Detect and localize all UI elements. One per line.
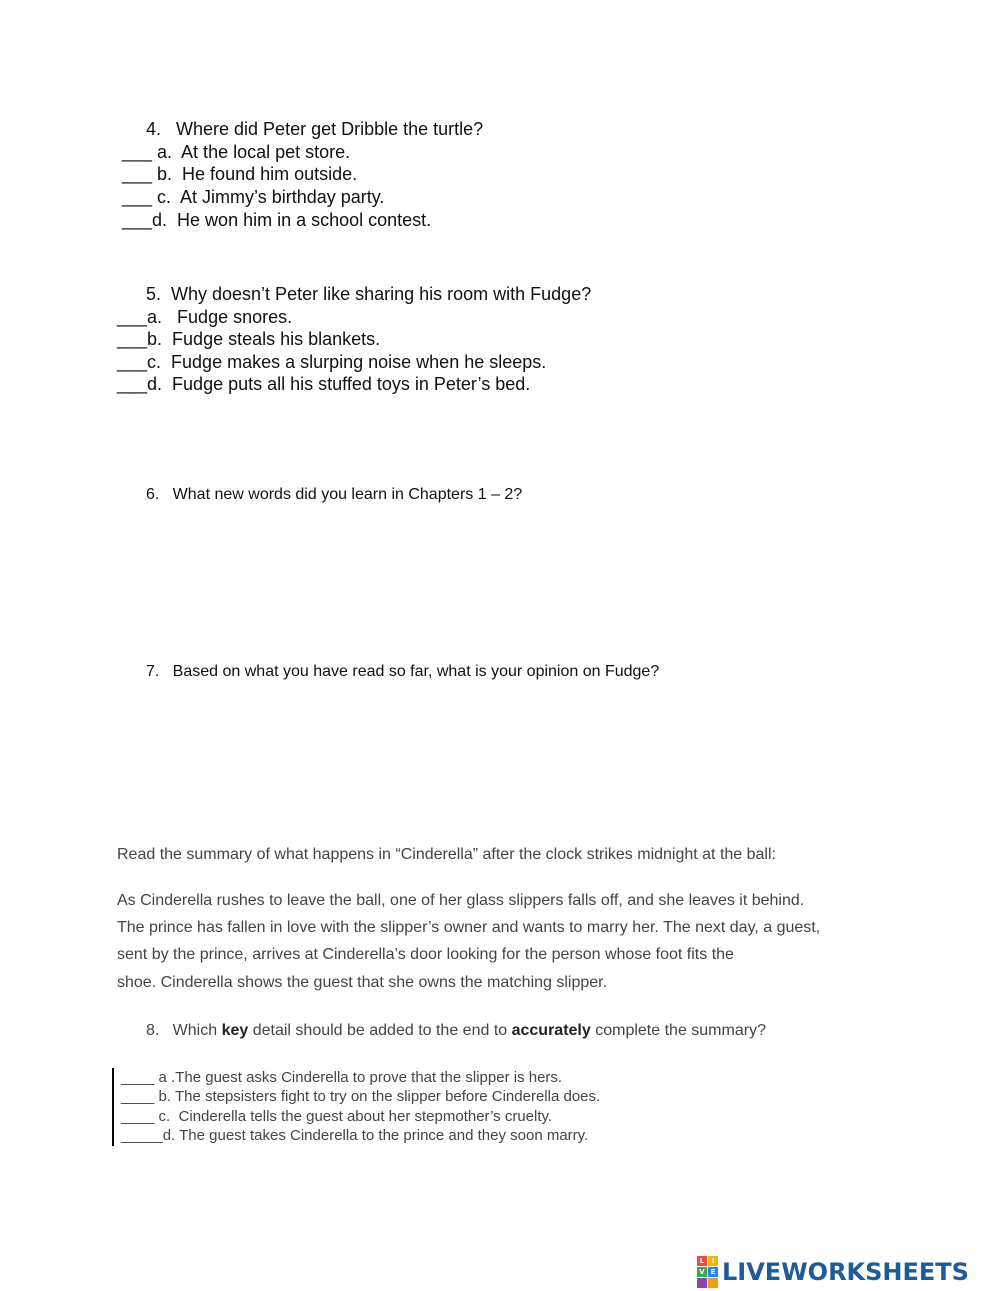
q8-option-c[interactable]: ____ c. Cinderella tells the guest about her stepmother’s cruelty.: [121, 1108, 553, 1125]
logo-block-2: I: [708, 1256, 718, 1266]
logo-block-6: [708, 1278, 718, 1288]
summary-line-4: shoe. Cinderella shows the guest that she owns the matching slipper.: [117, 974, 608, 991]
q8-middle: detail should be added to the end to: [248, 1022, 512, 1039]
logo-block-1: L: [697, 1256, 707, 1266]
summary-intro: Read the summary of what happens in “Cinderella” after the clock strikes midnight at the ball:: [117, 846, 776, 863]
q8-options-bracket: [112, 1068, 114, 1146]
logo-block-5: [697, 1278, 707, 1288]
q8-suffix: complete the summary?: [590, 1022, 766, 1039]
q4-option-d[interactable]: ___d. He won him in a school contest.: [122, 210, 432, 230]
q4-option-b[interactable]: ___ b. He found him outside.: [122, 164, 358, 184]
q5-option-a[interactable]: ___a. Fudge snores.: [117, 307, 293, 327]
q5-option-d[interactable]: ___d. Fudge puts all his stuffed toys in Peter’s bed.: [117, 374, 531, 394]
q5-option-c[interactable]: ___c. Fudge makes a slurping noise when he sleeps.: [117, 352, 547, 372]
q4-option-c[interactable]: ___ c. At Jimmy’s birthday party.: [122, 187, 385, 207]
q4-option-a[interactable]: ___ a. At the local pet store.: [122, 142, 351, 162]
q8-option-a[interactable]: ____ a .The guest asks Cinderella to prove that the slipper is hers.: [121, 1069, 563, 1086]
logo-block-4: E: [708, 1267, 718, 1277]
q8-option-b[interactable]: ____ b. The stepsisters fight to try on the slipper before Cinderella does.: [121, 1088, 601, 1105]
q5-question: 5. Why doesn’t Peter like sharing his room with Fudge?: [146, 284, 592, 304]
q8-option-d[interactable]: _____d. The guest takes Cinderella to the prince and they soon marry.: [121, 1127, 589, 1144]
logo-text: LIVEWORKSHEETS: [722, 1258, 969, 1286]
q8-bold-key: key: [221, 1022, 249, 1039]
summary-line-1: As Cinderella rushes to leave the ball, one of her glass slippers falls off, and she leaves it behind.: [117, 892, 805, 909]
logo-block-3: V: [697, 1267, 707, 1277]
q4-question: 4. Where did Peter get Dribble the turtle?: [146, 119, 484, 139]
q8-prefix: 8. Which: [146, 1022, 222, 1039]
q6-question: 6. What new words did you learn in Chapters 1 – 2?: [146, 486, 523, 503]
summary-line-2: The prince has fallen in love with the slipper’s owner and wants to marry her. The next day, a guest,: [117, 919, 821, 936]
summary-line-3: sent by the prince, arrives at Cinderella’s door looking for the person whose foot fits the: [117, 946, 734, 963]
q8-bold-accurately: accurately: [511, 1022, 591, 1039]
q8-question: [146, 1017, 766, 1044]
q5-option-b[interactable]: ___b. Fudge steals his blankets.: [117, 329, 381, 349]
logo-icon: [697, 1256, 718, 1288]
q7-question: 7. Based on what you have read so far, what is your opinion on Fudge?: [146, 663, 660, 680]
liveworksheets-logo: [697, 1256, 969, 1288]
